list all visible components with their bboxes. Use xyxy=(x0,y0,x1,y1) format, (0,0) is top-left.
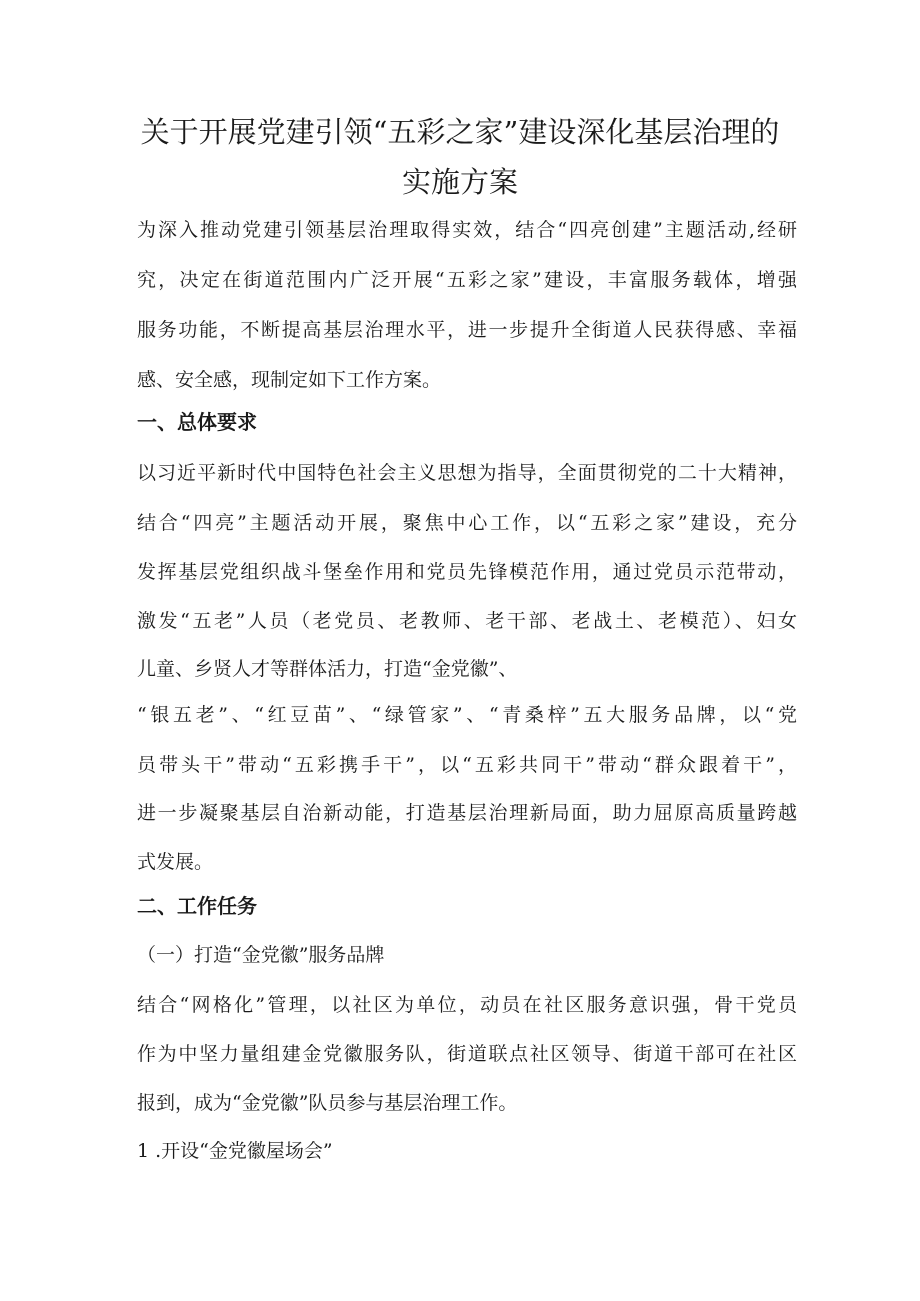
intro-line-4: 感、安全感，现制定如下工作方案。 xyxy=(137,369,442,391)
section-1-heading: 一、总体要求 xyxy=(137,410,257,434)
section-2-line-3: 报到，成为“金党徽”队员参与基层治理工作。 xyxy=(137,1092,518,1114)
section-1-line-9: 式发展。 xyxy=(137,851,214,873)
section-2-subheading-1: （一）打造“金党徽”服务品牌 xyxy=(137,944,385,966)
section-2-line-1: 结合“网格化”管理，以社区为单位，动员在社区服务意识强，骨干党员 xyxy=(137,994,797,1016)
section-1-line-3: 发挥基层党组织战斗堡垒作用和党员先锋模范作用，通过党员示范带动， xyxy=(137,561,797,583)
intro-line-3: 服务功能，不断提高基层治理水平，进一步提升全街道人民获得感、幸福 xyxy=(137,319,797,341)
section-1-line-7: 员带头干”带动“五彩携手干”，以“五彩共同干”带动“群众跟着干”， xyxy=(137,754,797,776)
document-title-line-2: 实施方案 xyxy=(401,165,518,199)
section-1-line-8: 进一步凝聚基层自治新动能，打造基层治理新局面，助力屈原高质量跨越 xyxy=(137,802,797,824)
section-2-heading: 二、工作任务 xyxy=(137,894,257,918)
intro-line-2: 究，决定在街道范围内广泛开展“五彩之家”建设，丰富服务载体，增强 xyxy=(137,269,797,291)
section-2-item-1: 1 .开设“金党徽屋场会” xyxy=(137,1140,333,1162)
section-1-line-5: 儿童、乡贤人才等群体活力，打造“金党徽”、 xyxy=(137,658,518,680)
section-1-line-6: “银五老”、“红豆苗”、“绿管家”、“青桑梓”五大服务品牌，以“党 xyxy=(137,704,797,726)
document-title-line-1: 关于开展党建引领“五彩之家”建设深化基层治理的 xyxy=(140,115,780,149)
section-2-line-2: 作为中坚力量组建金党徽服务队，街道联点社区领导、街道干部可在社区 xyxy=(137,1043,797,1065)
section-1-line-2: 结合“四亮”主题活动开展，聚焦中心工作，以“五彩之家”建设，充分 xyxy=(137,512,797,534)
section-1-line-1: 以习近平新时代中国特色社会主义思想为指导，全面贯彻党的二十大精神， xyxy=(137,462,797,484)
section-1-line-4: 激发“五老”人员（老党员、老教师、老干部、老战土、老模范）、妇女 xyxy=(137,610,797,632)
intro-line-1: 为深入推动党建引领基层治理取得实效，结合“四亮创建”主题活动,经研 xyxy=(137,219,797,241)
